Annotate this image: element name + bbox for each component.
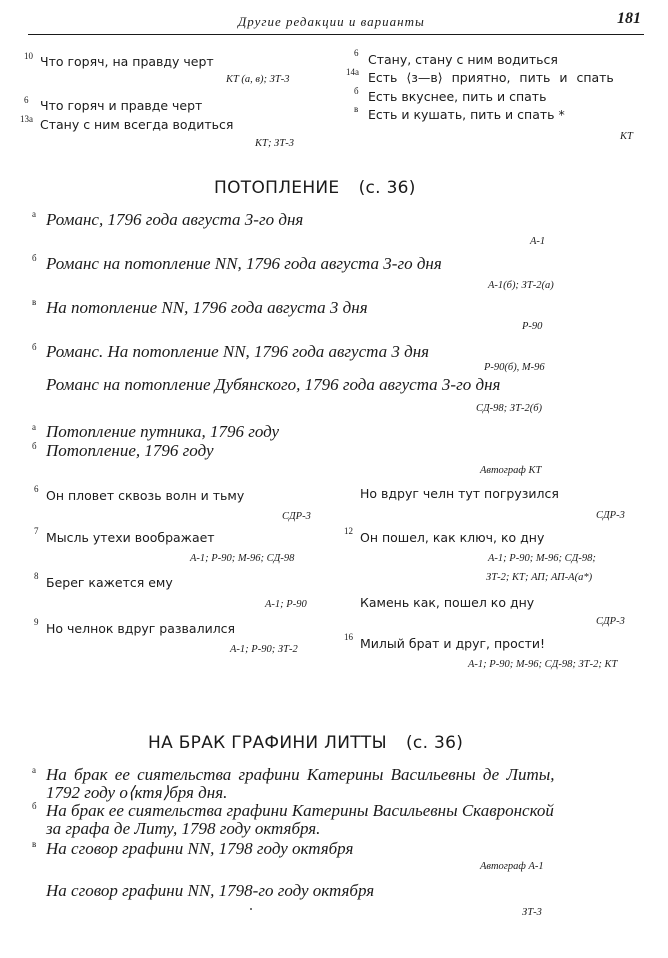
- source-ref: А-1; Р-90; ЗТ-2: [230, 644, 298, 655]
- source-ref: КТ; ЗТ-3: [255, 138, 294, 149]
- variant-line: Он пошел, как ключ, ко дну: [360, 530, 545, 545]
- source-ref: СДР-3: [596, 616, 625, 627]
- line-marker: 16: [344, 632, 353, 642]
- source-ref: Автограф А-1: [480, 861, 544, 872]
- page-number: 181: [617, 10, 641, 27]
- item-marker: б: [32, 801, 37, 811]
- source-ref: СД-98; ЗТ-2(б): [476, 403, 542, 414]
- variant-line: Есть и кушать, пить и спать *: [368, 107, 565, 122]
- line-marker: 7: [34, 526, 39, 536]
- print-speck: [250, 908, 252, 910]
- section-page-ref: (с. 36): [358, 178, 416, 198]
- variant-line: Есть вкуснее, пить и спать: [368, 89, 547, 104]
- source-ref: А-1; Р-90: [265, 599, 307, 610]
- line-marker: 13а: [20, 114, 33, 124]
- section-title: НА БРАК ГРАФИНИ ЛИТТЫ: [148, 733, 387, 753]
- title-variant: На сговор графини NN, 1798-го году октября: [46, 881, 375, 900]
- running-header-title: Другие редакции и варианты: [238, 14, 425, 29]
- item-marker: б: [32, 253, 37, 263]
- source-ref: А-1(б); ЗТ-2(а): [488, 280, 554, 291]
- title-variant: На брак ее сиятельства графини Катерины Васильевны де Литы,: [46, 765, 555, 784]
- item-marker: б: [32, 342, 37, 352]
- variant-line: Но вдруг челн тут погрузился: [360, 486, 559, 501]
- line-marker: 14а: [346, 67, 359, 77]
- variant-line: Он пловет сквозь волн и тьму: [46, 488, 245, 503]
- source-ref: Р-90: [522, 321, 543, 332]
- title-variant: Романс на потопление Дубянского, 1796 года августа 3-го дня: [46, 375, 501, 394]
- variant-line: Что горяч, на правду черт: [40, 54, 214, 69]
- title-variant: Романс. На потопление NN, 1796 года августа 3 дня: [46, 342, 430, 361]
- line-marker: б: [354, 86, 359, 96]
- section-title: ПОТОПЛЕНИЕ: [214, 178, 340, 198]
- source-ref: Автограф КТ: [480, 465, 542, 476]
- title-variant: Романс, 1796 года августа 3-го дня: [46, 210, 304, 229]
- title-variant: На сговор графини NN, 1798 году октября: [46, 839, 354, 858]
- variant-line: Стану с ним всегда водиться: [40, 117, 234, 132]
- source-ref: КТ: [620, 131, 633, 142]
- variant-line: Мысль утехи воображает: [46, 530, 215, 545]
- item-marker: б: [32, 441, 37, 451]
- line-marker: 6: [354, 48, 359, 58]
- source-ref: А-1; Р-90; М-96; СД-98; ЗТ-2; КТ: [468, 659, 618, 670]
- item-marker: в: [32, 297, 37, 307]
- line-marker: в: [354, 104, 359, 114]
- line-marker: 10: [24, 51, 33, 61]
- item-marker: в: [32, 839, 37, 849]
- line-marker: 9: [34, 617, 39, 627]
- title-variant: Романс на потопление NN, 1796 года августа 3-го дня: [46, 254, 442, 273]
- variant-line: Но челнок вдруг развалился: [46, 621, 236, 636]
- section-page-ref: (с. 36): [406, 733, 464, 753]
- variant-line: Что горяч и правде черт: [40, 98, 203, 113]
- source-ref: ЗТ-2; КТ; АП; АП-А(а*): [486, 572, 593, 583]
- source-ref: А-1; Р-90; М-96; СД-98: [190, 553, 295, 564]
- title-variant-cont: 1792 году о⟨ктя⟩бря дня.: [46, 783, 228, 802]
- line-marker: 6: [34, 484, 39, 494]
- title-variant-cont: за графа де Литу, 1798 году октября.: [46, 819, 321, 838]
- section-heading-brak: [148, 733, 463, 753]
- source-ref: А-1; Р-90; М-96; СД-98;: [488, 553, 596, 564]
- variant-line: Берег кажется ему: [46, 575, 173, 590]
- item-marker: а: [32, 422, 36, 432]
- source-ref: СДР-3: [596, 510, 625, 521]
- variant-line: Есть ⟨з—в⟩ приятно, пить и спать: [368, 70, 614, 85]
- title-variant: На потопление NN, 1796 года августа 3 дня: [46, 298, 368, 317]
- source-ref: А-1: [530, 236, 546, 247]
- line-marker: 8: [34, 571, 39, 581]
- line-marker: 6: [24, 95, 29, 105]
- section-heading-potoplenie: [214, 178, 416, 198]
- source-ref: СДР-3: [282, 511, 311, 522]
- line-marker: 12: [344, 526, 353, 536]
- title-variant: Потопление путника, 1796 году: [46, 422, 280, 441]
- source-ref: КТ (а, в); ЗТ-3: [226, 74, 290, 85]
- variant-line: Милый брат и друг, прости!: [360, 636, 546, 651]
- item-marker: а: [32, 209, 36, 219]
- source-ref: Р-90(б), М-96: [484, 362, 545, 373]
- header-rule: [28, 34, 644, 35]
- title-variant: Потопление, 1796 году: [46, 441, 214, 460]
- variant-line: Камень как, пошел ко дну: [360, 595, 535, 610]
- variant-line: Стану, стану с ним водиться: [368, 52, 558, 67]
- item-marker: а: [32, 765, 36, 775]
- title-variant: На брак ее сиятельства графини Катерины Васильевны Скавронской: [46, 801, 554, 820]
- source-ref: ЗТ-3: [522, 907, 542, 918]
